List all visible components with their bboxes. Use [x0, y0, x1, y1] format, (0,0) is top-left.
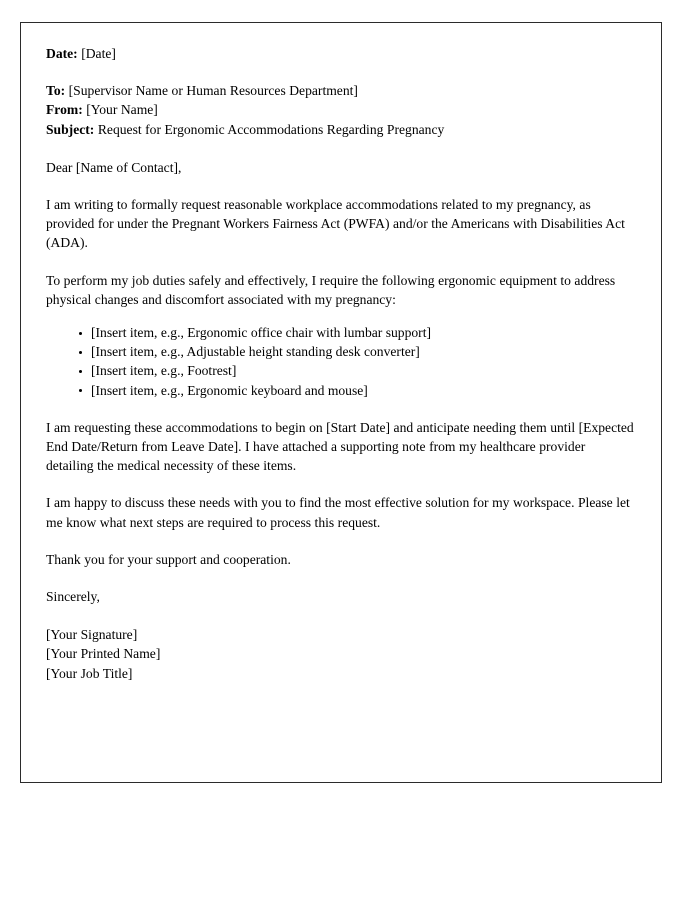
- signature-line: [Your Signature]: [46, 627, 138, 643]
- spacer-after-intro: [46, 253, 636, 271]
- list-item: [Insert item, e.g., Adjustable height standing desk converter]: [46, 342, 636, 361]
- to-value: [Supervisor Name or Human Resources Department]: [68, 83, 358, 99]
- subject-value: Request for Ergonomic Accommodations Regarding Pregnancy: [97, 121, 445, 137]
- letter-page-frame: [20, 22, 662, 783]
- date-label: Date:: [46, 46, 78, 61]
- date-line: [46, 44, 636, 63]
- printed-name-line: [Your Printed Name]: [46, 646, 161, 662]
- subject-label: Subject:: [46, 121, 95, 137]
- spacer-after-header: [46, 139, 636, 158]
- spacer-after-discussion: [46, 532, 636, 550]
- spacer-before-list: [46, 309, 636, 323]
- letter-body: [46, 44, 636, 683]
- list-item: [Insert item, e.g., Footrest]: [46, 361, 636, 380]
- paragraph-thanks: Thank you for your support and cooperation.: [46, 551, 291, 567]
- spacer-after-list: [46, 400, 636, 418]
- recipient-line: [46, 81, 636, 100]
- from-label: From:: [46, 102, 83, 118]
- list-item: [Insert item, e.g., Ergonomic office chair with lumbar support]: [46, 323, 636, 342]
- spacer-after-salutation: [46, 177, 636, 195]
- equipment-list: [46, 323, 636, 400]
- closing-line: Sincerely,: [46, 589, 100, 605]
- job-title-line: [Your Job Title]: [46, 665, 133, 681]
- subject-line: [46, 120, 636, 139]
- spacer-after-thanks: [46, 569, 636, 587]
- sender-line: [46, 100, 636, 119]
- from-value: [Your Name]: [86, 102, 158, 118]
- paragraph-discussion: I am happy to discuss these needs with you to find the most effective solution for my workspace. Please let me know what next steps are required to process this request.: [46, 495, 630, 530]
- paragraph-list-lead-in: To perform my job duties safely and effectively, I require the following ergonomic equipment to address physical changes and discomfort associated with my pregnancy:: [46, 272, 616, 307]
- paragraph-timeline: I am requesting these accommodations to begin on [Start Date] and anticipate needing them until [Expected End Date/Return from Leave Date]. I have attached a supporting note from my healthcare provider detailing the medical necessity of these items.: [46, 419, 634, 474]
- salutation: Dear [Name of Contact],: [46, 159, 182, 175]
- list-item: [Insert item, e.g., Ergonomic keyboard and mouse]: [46, 381, 636, 400]
- letter-header-block: [46, 81, 636, 139]
- spacer-after-timeline: [46, 475, 636, 493]
- signature-block: [46, 625, 636, 683]
- spacer-after-date: [46, 63, 636, 81]
- to-label: To:: [46, 83, 66, 99]
- paragraph-intro: I am writing to formally request reasonable workplace accommodations related to my pregnancy, as provided for under the Pregnant Workers Fairness Act (PWFA) and/or the Americans with Disabilities Act (ADA).: [46, 197, 625, 251]
- date-value: [Date]: [81, 46, 116, 61]
- spacer-before-signature: [46, 606, 636, 625]
